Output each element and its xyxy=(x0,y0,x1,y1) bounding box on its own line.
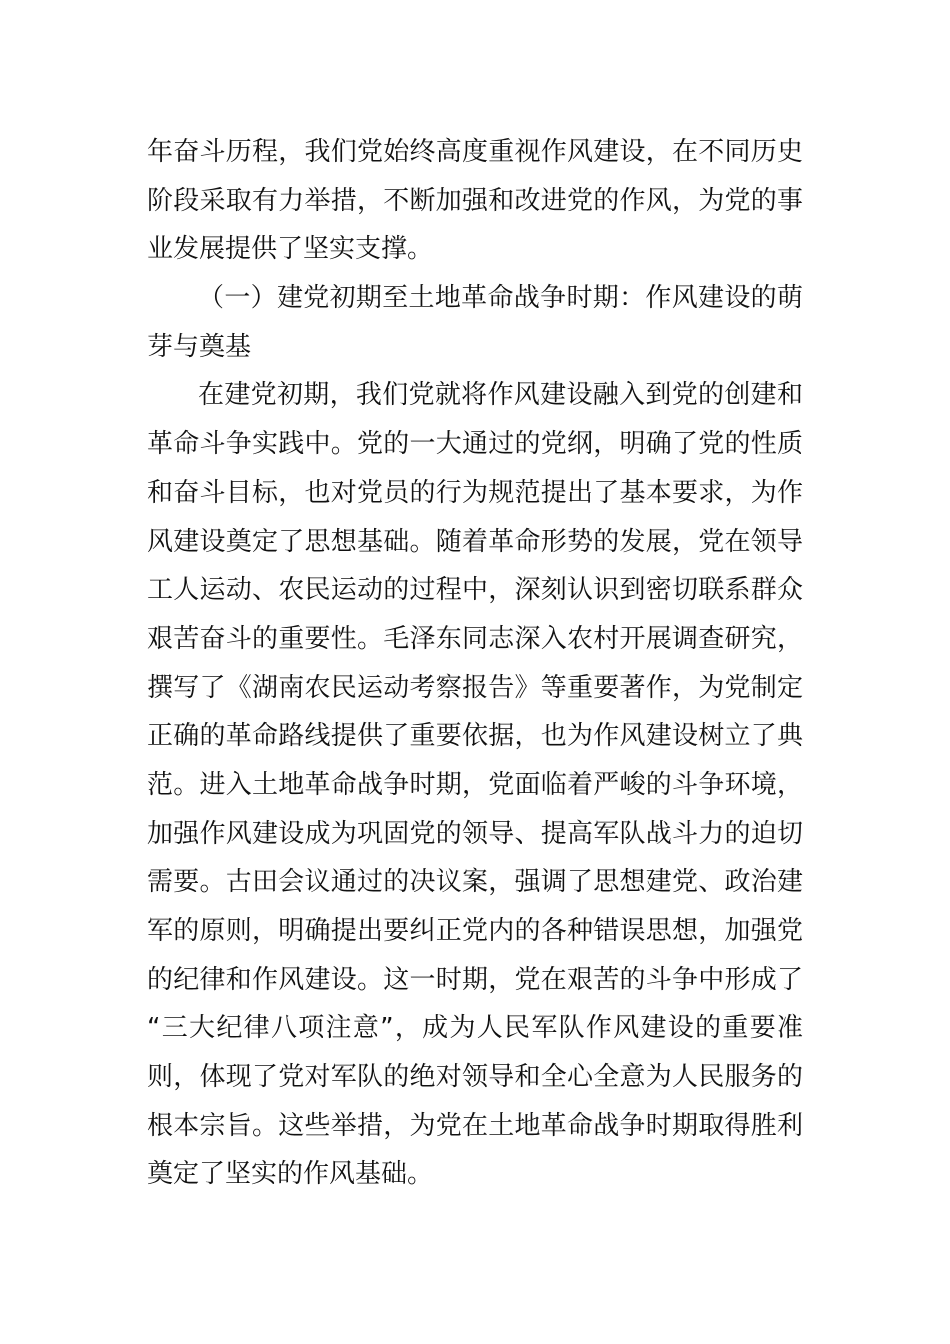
text-line: 撰写了《湖南农民运动考察报告》等重要著作，为党制定 xyxy=(147,672,803,703)
text-line: 年奋斗历程，我们党始终高度重视作风建设，在不同历史 xyxy=(147,137,803,167)
text-line: 奠定了坚实的作风基础。 xyxy=(147,1159,434,1190)
heading-line: （一）建党初期至土地革命战争时期：作风建设的萌 xyxy=(198,283,803,314)
heading-line: 芽与奠基 xyxy=(147,331,252,362)
text-line: “三大纪律八项注意”，成为人民军队作风建设的重要准 xyxy=(147,1013,803,1044)
text-line: 风建设奠定了思想基础。随着革命形势的发展，党在领导 xyxy=(147,526,803,557)
text-line: 正确的革命路线提供了重要依据，也为作风建设树立了典 xyxy=(147,721,803,752)
text-line: 则，体现了党对军队的绝对领导和全心全意为人民服务的 xyxy=(147,1062,803,1093)
paragraph-continuation xyxy=(147,128,803,274)
text-line: 革命斗争实践中。党的一大通过的党纲，明确了党的性质 xyxy=(147,429,803,460)
text-line: 加强作风建设成为巩固党的领导、提高军队战斗力的迫切 xyxy=(147,818,803,849)
paragraph-body xyxy=(147,371,803,1199)
text-line: 需要。古田会议通过的决议案，强调了思想建党、政治建 xyxy=(147,867,803,898)
document-page xyxy=(147,128,803,1199)
text-line: 和奋斗目标，也对党员的行为规范提出了基本要求，为作 xyxy=(147,477,803,508)
text-line: 艰苦奋斗的重要性。毛泽东同志深入农村开展调查研究， xyxy=(147,623,803,654)
text-line: 阶段采取有力举措，不断加强和改进党的作风，为党的事 xyxy=(147,185,803,216)
text-line: 在建党初期，我们党就将作风建设融入到党的创建和 xyxy=(198,380,803,411)
section-heading xyxy=(147,274,803,371)
text-line: 范。进入土地革命战争时期，党面临着严峻的斗争环境， xyxy=(147,769,803,800)
text-line: 军的原则，明确提出要纠正党内的各种错误思想，加强党 xyxy=(147,916,803,946)
text-line: 业发展提供了坚实支撑。 xyxy=(147,234,434,265)
text-line: 的纪律和作风建设。这一时期，党在艰苦的斗争中形成了 xyxy=(147,964,803,995)
text-line: 工人运动、农民运动的过程中，深刻认识到密切联系群众 xyxy=(147,575,803,606)
text-line: 根本宗旨。这些举措，为党在土地革命战争时期取得胜利 xyxy=(147,1110,803,1141)
